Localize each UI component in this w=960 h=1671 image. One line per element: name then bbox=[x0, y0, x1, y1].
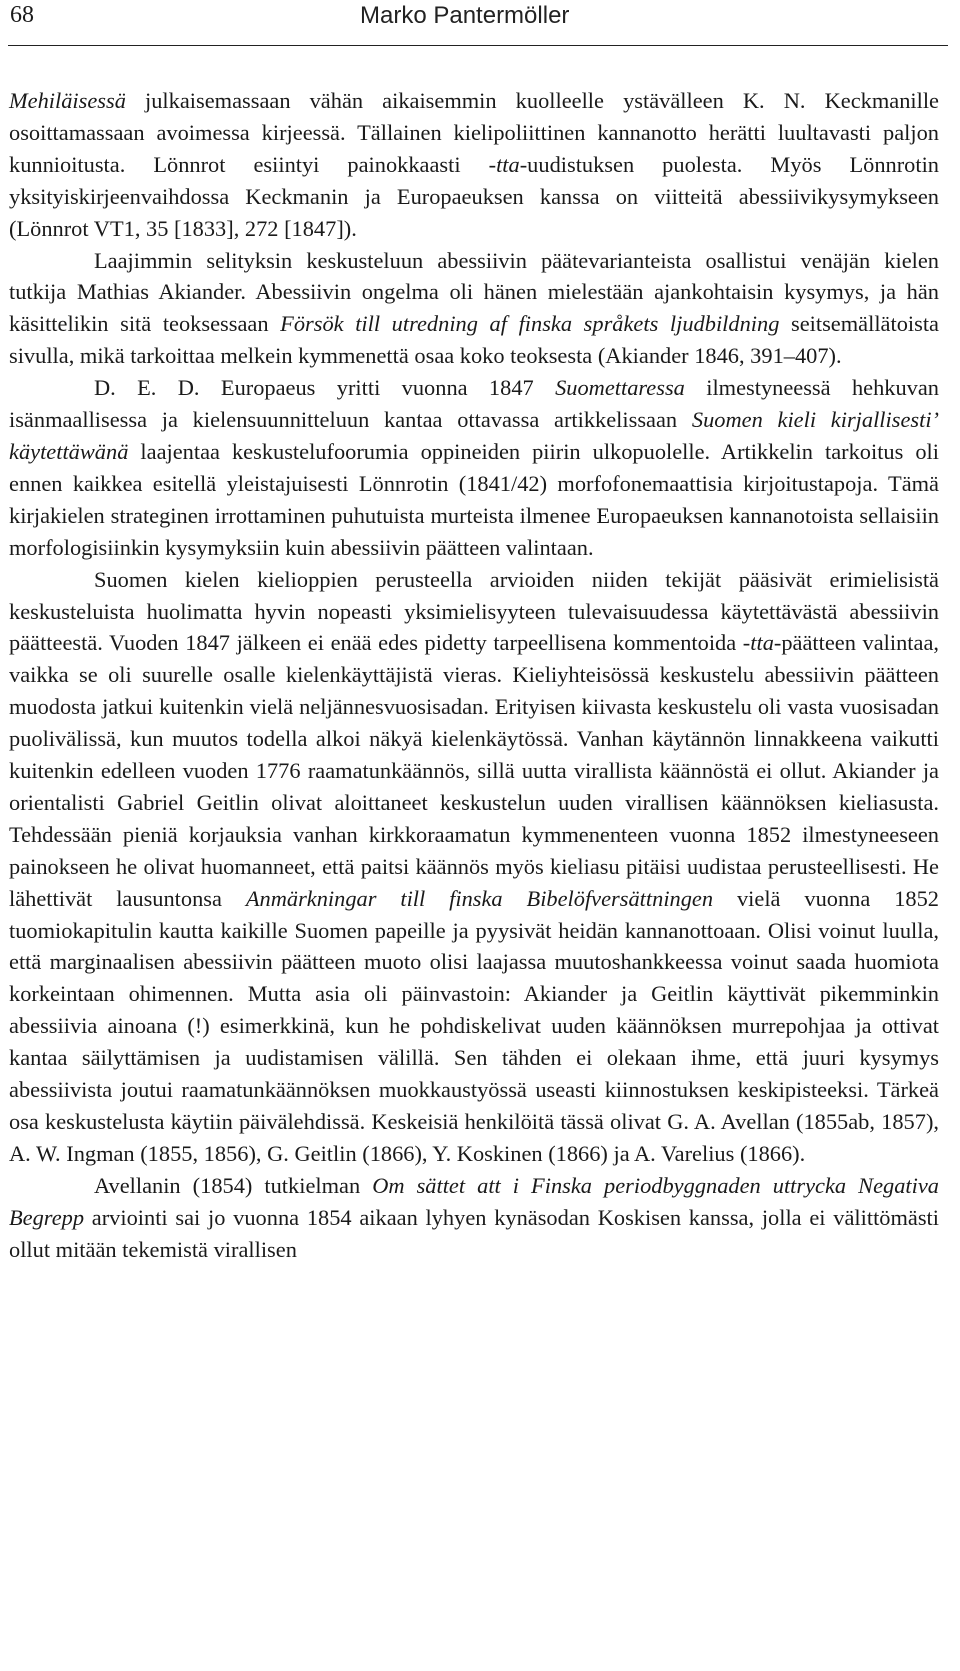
text-run: julkaisemassaan vähän aikaisemmin kuolleelle ystävälleen K. N. Keckmanille osoittamassaan avoimessa kirjeessä. Tällainen kielipoliittinen kannanotto herätti luultavasti paljon kunnioitusta. Lönnrot esiintyi painokkaasti - bbox=[9, 88, 939, 177]
body-text bbox=[9, 85, 939, 1266]
italic-text: tta bbox=[750, 630, 774, 656]
text-run: -uudistuksen puolesta. Myös Lönnrotin yksityiskirjeenvaihdossa Keckmanin ja Europaeuksen kanssa on viitteitä abessiivikysymykseen (Lönnrot VT1, 35 [1833], 272 [1847]). bbox=[9, 151, 939, 241]
italic-text: tta bbox=[496, 151, 520, 177]
text-run: Laajimmin selityksin keskusteluun abessiivin päätevarianteista osallistui venäjän kielen tutkija Mathias Akiander. Abessiivin ongelma oli hänen mielestään ajankohtaisin kysymys, ja hän käsittelikin sitä teoksessaan bbox=[9, 247, 939, 337]
text-run: vielä vuonna 1852 tuomiokapitulin kautta kaikille Suomen papeille ja pyysivät heidän kannanottoaan. Olisi voinut luulla, että marginaalisen abessiivin päätteen muoto olisi laajassa muutoshankkeessa voinut saada huomiota korkeintaan ohimennen. Mutta asia oli päinvastoin: Akiander ja Geitlin käyttivät pikemminkin abessiivia ainoana (!) esimerkkinä, kun he pohdiskelivat uuden käännöksen murrepohjaa ja ottivat kantaa säilyttämisen ja uudistamisen välillä. Sen tähden ei olekaan ihme, että juuri kysymys abessiivista joutui raamatunkäännöksen muokkaustyössä useasti kiinnostuksen keskipisteeksi. Tärkeä osa keskustelusta käytiin päivälehdissä. Keskeisiä henkilöitä tässä olivat G. A. Avellan (1855ab, 1857), A. W. Ingman (1855, 1856), G. Geitlin (1866), Y. Koskinen (1866) ja A. Varelius (1866). bbox=[9, 885, 939, 1166]
paragraph bbox=[9, 372, 939, 563]
page-header bbox=[0, 0, 960, 60]
text-run: D. E. D. Europaeus yritti vuonna 1847 bbox=[94, 375, 556, 401]
italic-text: Anmärkningar till finska Bibelöfversättningen bbox=[245, 885, 714, 911]
text-run: laajentaa keskustelufoorumia oppineiden piirin ulkopuolelle. Artikkelin tarkoitus oli ennen kaikkea esitellä yleistajuisesti Lönnrotin (1841/42) morfofonemaattisia kirjoitustapoja. Tämä kirjakielen strateginen irrottaminen puhutuista murteista ilmenee Europaeuksen kannanotoista sellaisiin morfologisiinkin kysymyksiin kuin abessiivin päätteen valintaan. bbox=[9, 438, 939, 560]
paragraph bbox=[9, 85, 939, 245]
text-run: arviointi sai jo vuonna 1854 aikaan lyhyen kynäsodan Koskisen kanssa, jolla ei välittömästi ollut mitään tekemistä virallisen bbox=[9, 1204, 939, 1262]
text-run: ilmestyneessä hehkuvan isänmaallisessa ja kielensuunnitteluun kantaa ottavassa artikkelissaan bbox=[9, 375, 939, 433]
italic-text: Suomettaressa bbox=[555, 375, 685, 401]
paragraph bbox=[9, 245, 939, 373]
text-run: Avellanin (1854) tutkielman bbox=[94, 1172, 373, 1198]
page-number: 68 bbox=[10, 2, 34, 28]
text-run: Suomen kielen kielioppien perusteella arvioiden niiden tekijät pääsivät erimielisistä keskusteluista huolimatta hyvin nopeasti yksimielisyyteen tulevaisuudessa käytettävästä abessiivin päätteestä. Vuoden 1847 jälkeen ei enää edes pidetty tarpeellisena kommentoida - bbox=[9, 566, 939, 656]
running-head: Marko Pantermöller bbox=[360, 2, 570, 29]
text-run: -päätteen valintaa, vaikka se oli suurelle osalle kielenkäyttäjistä vieras. Kieliyhteisössä keskustelu abessiivin päätteen muodosta jatkui kuitenkin vielä neljännesvuosisadan. Erityisen kiivasta keskustelu oli vasta vuosisadan puolivälissä, kun muutos todella alkoi näkyä kielenkäytössä. Vanhan käytännön linnakkeena vaikutti kuitenkin edelleen vuoden 1776 raamatunkäännös, sillä uutta virallista käännöstä ei ollut. Akiander ja orientalisti Gabriel Geitlin olivat aloittaneet keskustelun uuden virallisen käännöksen kieliasusta. Tehdessään pieniä korjauksia vanhan kirkkoraamatun kymmenenteen vuonna 1852 ilmestyneeseen painokseen he olivat huomanneet, että paitsi käännös myös kieliasu pitäisi uudistaa perusteellisesti. He lähettivät lausuntonsa bbox=[9, 630, 939, 911]
italic-text: Mehiläisessä bbox=[9, 88, 126, 113]
italic-text: Om sättet att i Finska periodbyggnaden uttrycka Negativa Begrepp bbox=[9, 1172, 939, 1230]
italic-text: Suomen kieli kirjallisesti’ käytettäwänä bbox=[9, 407, 940, 464]
text-run: seitsemällätoista sivulla, mikä tarkoittaa melkein kymmenettä osaa koko teoksesta (Akiander 1846, 391–407). bbox=[9, 311, 939, 369]
italic-text: Försök till utredning af finska språkets ljudbildning bbox=[280, 311, 780, 337]
paragraph bbox=[9, 564, 939, 1170]
paragraph bbox=[9, 1170, 939, 1266]
header-rule bbox=[8, 45, 948, 46]
